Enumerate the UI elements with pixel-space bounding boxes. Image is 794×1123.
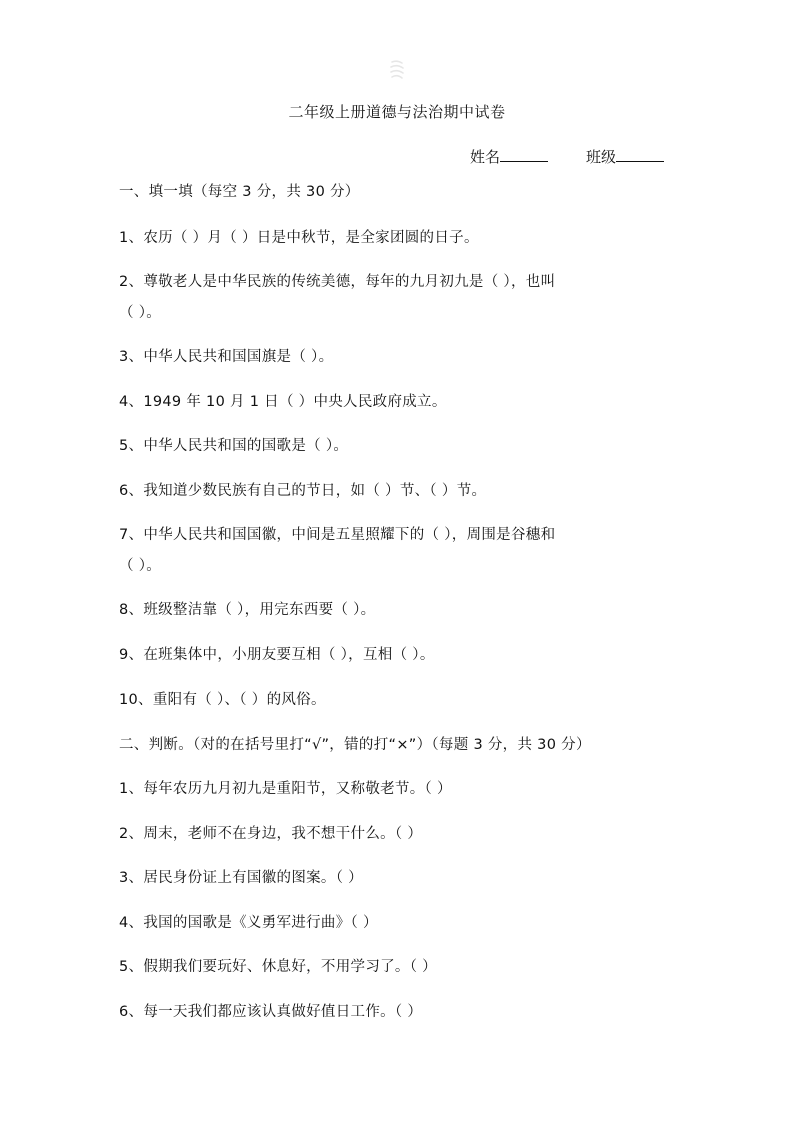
page-title: 二年级上册道德与法治期中试卷 (288, 103, 506, 121)
question-line: （ ）。 (119, 305, 162, 321)
name-label: 姓名 (470, 148, 501, 166)
section1-heading: 一、填一填（每空 3 分，共 30 分） (119, 184, 360, 200)
judgement-line: 1、每年农历九月初九是重阳节，又称敬老节。（ ） (119, 781, 452, 797)
question-line: 7、中华人民共和国国徽，中间是五星照耀下的（ ），周围是谷穗和 (119, 527, 556, 543)
class-blank[interactable] (616, 147, 664, 162)
judgement-line: 6、每一天我们都应该认真做好值日工作。（ ） (119, 1004, 423, 1020)
question-line: 5、中华人民共和国的国歌是（ ）。 (119, 438, 349, 454)
question-line: 2、尊敬老人是中华民族的传统美德，每年的九月初九是（ ），也叫 (119, 274, 556, 290)
judgement-line: 2、周末，老师不在身边，我不想干什么。（ ） (119, 826, 423, 842)
question-line: 9、在班集体中，小朋友要互相（ ），互相（ ）。 (119, 647, 435, 663)
judgement-line: 4、我国的国歌是《义勇军进行曲》（ ） (119, 915, 378, 931)
question-line: 8、班级整洁靠（ ），用完东西要（ ）。 (119, 602, 376, 618)
question-line: 6、我知道少数民族有自己的节日，如（ ）节、（ ）节。 (119, 483, 487, 499)
judgement-line: 3、居民身份证上有国徽的图案。（ ） (119, 870, 363, 886)
name-blank[interactable] (500, 147, 548, 162)
logo-mark-icon (386, 58, 408, 82)
judgement-line: 5、假期我们要玩好、休息好，不用学习了。（ ） (119, 959, 437, 975)
section2-heading: 二、判断。（对的在括号里打“√”，错的打“×”）（每题 3 分，共 30 分） (119, 737, 591, 753)
student-info-row (470, 146, 664, 167)
question-line: （ ）。 (119, 558, 162, 574)
question-line: 1、农历（ ）月（ ）日是中秋节，是全家团圆的日子。 (119, 230, 479, 246)
class-label: 班级 (586, 148, 617, 166)
question-line: 3、中华人民共和国国旗是（ ）。 (119, 349, 334, 365)
question-line: 4、1949 年 10 月 1 日（ ）中央人民政府成立。 (119, 394, 447, 410)
question-line: 10、重阳有（ ）、（ ）的风俗。 (119, 692, 326, 708)
